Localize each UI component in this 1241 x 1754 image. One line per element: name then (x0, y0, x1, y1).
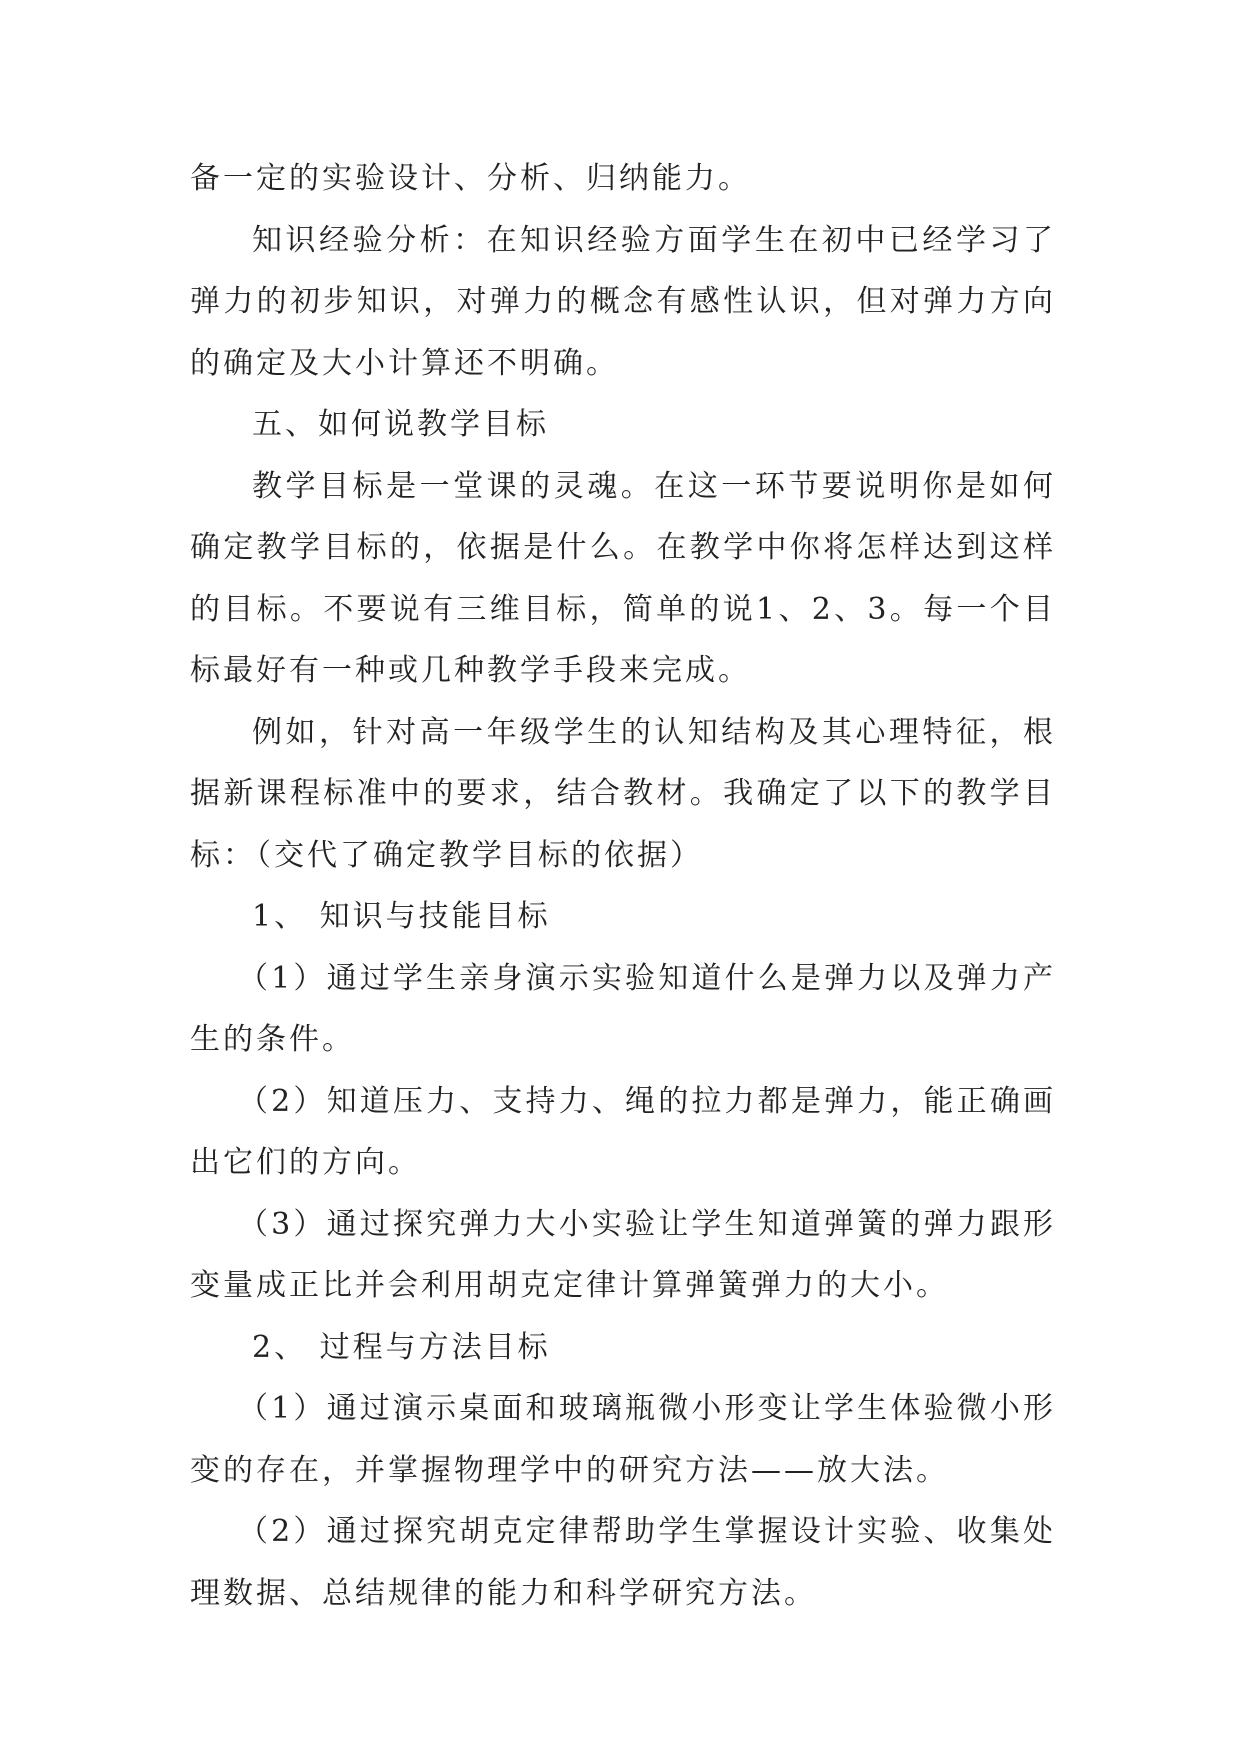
document-body (190, 148, 1056, 1624)
subheading-process-method: 2、 过程与方法目标 (252, 1329, 551, 1365)
list-item-2-2: （2）通过探究胡克定律帮助学生掌握设计实验、收集处理数据、总结规律的能力和科学研究方法。 (190, 1514, 1056, 1611)
paragraph-continuation: 备一定的实验设计、分析、归纳能力。 (190, 161, 751, 196)
paragraph-goals-intro: 教学目标是一堂课的灵魂。在这一环节要说明你是如何确定教学目标的，依据是什么。在教学中你将怎样达到这样的目标。不要说有三维目标，简单的说1、2、3。每一个目标最好有一种或几种教学手段来完成。 (190, 468, 1056, 688)
list-item-1-1: （1）通过学生亲身演示实验知道什么是弹力以及弹力产生的条件。 (190, 960, 1056, 1057)
list-item-1-2: （2）知道压力、支持力、绳的拉力都是弹力，能正确画出它们的方向。 (190, 1083, 1056, 1180)
paragraph-example: 例如，针对高一年级学生的认知结构及其心理特征，根据新课程标准中的要求，结合教材。我确定了以下的教学目标：（交代了确定教学目标的依据） (190, 714, 1056, 873)
subheading-knowledge-skills: 1、 知识与技能目标 (252, 899, 551, 934)
list-item-1-3: （3）通过探究弹力大小实验让学生知道弹簧的弹力跟形变量成正比并会利用胡克定律计算弹簧弹力的大小。 (190, 1206, 1056, 1303)
paragraph-knowledge-analysis: 知识经验分析：在知识经验方面学生在初中已经学习了弹力的初步知识，对弹力的概念有感性认识，但对弹力方向的确定及大小计算还不明确。 (190, 222, 1056, 381)
section-heading-teaching-goals: 五、如何说教学目标 (252, 407, 549, 442)
list-item-2-1: （1）通过演示桌面和玻璃瓶微小形变让学生体验微小形变的存在，并掌握物理学中的研究方法——放大法。 (190, 1391, 1056, 1488)
